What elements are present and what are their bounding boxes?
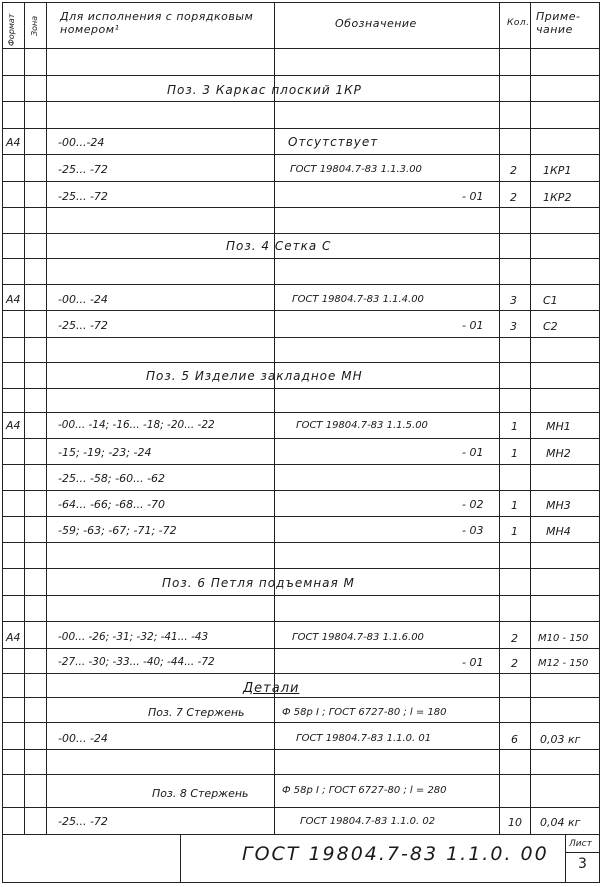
row-variants: -25... -72 bbox=[58, 319, 108, 332]
row-line bbox=[2, 621, 600, 622]
row-designation: ГОСТ 19804.7-83 1.1.4.00 bbox=[292, 294, 424, 305]
title-block-line bbox=[2, 834, 600, 835]
row-variants: -00... -26; -31; -32; -41... -43 bbox=[58, 631, 209, 643]
row-designation: ГОСТ 19804.7-83 1.1.3.00 bbox=[290, 164, 422, 175]
row-line bbox=[2, 697, 600, 698]
row-line bbox=[2, 774, 600, 775]
row-note: М12 - 150 bbox=[538, 658, 589, 669]
row-line bbox=[2, 595, 600, 596]
col-line-qty bbox=[530, 2, 531, 834]
sheet-number: 3 bbox=[578, 856, 587, 872]
section-title: Поз. 4 Сетка С bbox=[226, 239, 332, 253]
row-line bbox=[2, 258, 600, 259]
row-line bbox=[2, 749, 600, 750]
row-designation: - 01 bbox=[462, 319, 484, 332]
row-variants: -00... -24 bbox=[58, 293, 108, 306]
row-line bbox=[2, 542, 600, 543]
header-line bbox=[2, 48, 600, 49]
row-note: 1КР2 bbox=[543, 191, 572, 204]
row-note: 1КР1 bbox=[543, 164, 572, 177]
row-line bbox=[2, 362, 600, 363]
row-qty: 1 bbox=[511, 447, 518, 460]
row-note: МН4 bbox=[546, 525, 571, 538]
header-zone: Зона bbox=[30, 15, 39, 36]
row-line bbox=[2, 337, 600, 338]
row-qty: 1 bbox=[511, 499, 518, 512]
row-qty: 2 bbox=[511, 657, 518, 670]
col-line-designation bbox=[499, 2, 500, 834]
row-qty: 1 bbox=[511, 525, 518, 538]
row-designation: - 03 bbox=[462, 524, 484, 537]
row-format: А4 bbox=[6, 631, 21, 644]
row-variants: -00... -14; -16... -18; -20... -22 bbox=[58, 419, 215, 431]
title-block-sheet-divider bbox=[565, 834, 566, 883]
row-format: А4 bbox=[6, 136, 21, 149]
row-line bbox=[2, 516, 600, 517]
row-qty: 2 bbox=[511, 632, 518, 645]
row-line bbox=[2, 388, 600, 389]
header-variants-label: Для исполнения с порядковым номером¹ bbox=[60, 10, 254, 36]
detail-label: Поз. 8 Стержень bbox=[152, 787, 249, 800]
section-title: Поз. 3 Каркас плоский 1КР bbox=[167, 83, 362, 97]
row-note: МН3 bbox=[546, 499, 571, 512]
detail-variants: -00... -24 bbox=[58, 732, 108, 745]
row-line bbox=[2, 207, 600, 208]
detail-spec: Ф 58р I ; ГОСТ 6727-80 ; l = 280 bbox=[282, 785, 447, 796]
row-variants: -00...-24 bbox=[58, 136, 105, 149]
header-qty: Кол. bbox=[507, 18, 530, 28]
row-line bbox=[2, 101, 600, 102]
sheet-box-line bbox=[565, 852, 600, 853]
section-title: Поз. 6 Петля подъемная М bbox=[162, 576, 355, 590]
detail-qty: 10 bbox=[508, 816, 522, 829]
row-variants: -27... -30; -33... -40; -44... -72 bbox=[58, 656, 215, 668]
title-block-divider bbox=[180, 834, 181, 883]
row-line bbox=[2, 75, 600, 76]
row-format: А4 bbox=[6, 419, 21, 432]
row-qty: 1 bbox=[511, 420, 518, 433]
row-note: МН1 bbox=[546, 420, 571, 433]
row-line bbox=[2, 181, 600, 182]
detail-spec: Ф 58р I ; ГОСТ 6727-80 ; l = 180 bbox=[282, 707, 447, 718]
row-line bbox=[2, 568, 600, 569]
sheet-label: Лист bbox=[569, 839, 592, 849]
col-line-format bbox=[24, 2, 25, 834]
header-variants bbox=[60, 10, 270, 36]
col-line-zone bbox=[46, 2, 47, 834]
detail-label: Поз. 7 Стержень bbox=[148, 706, 245, 719]
row-format: А4 bbox=[6, 293, 21, 306]
row-qty: 2 bbox=[510, 191, 517, 204]
row-line bbox=[2, 128, 600, 129]
row-variants: -64... -66; -68... -70 bbox=[58, 498, 166, 511]
header-note: Приме-чание bbox=[536, 10, 581, 36]
row-variants: -25... -58; -60... -62 bbox=[58, 472, 166, 485]
row-designation: Отсутствует bbox=[288, 135, 379, 149]
row-qty: 3 bbox=[510, 294, 517, 307]
col-line-variants bbox=[274, 2, 275, 834]
row-line bbox=[2, 233, 600, 234]
header-format: Формат bbox=[7, 13, 16, 46]
row-line bbox=[2, 807, 600, 808]
detail-designation: ГОСТ 19804.7-83 1.1.0. 01 bbox=[296, 733, 432, 744]
detail-variants: -25... -72 bbox=[58, 815, 108, 828]
row-variants: -15; -19; -23; -24 bbox=[58, 446, 152, 459]
row-variants: -25... -72 bbox=[58, 190, 108, 203]
row-line bbox=[2, 464, 600, 465]
row-designation: - 01 bbox=[462, 190, 484, 203]
row-note: МН2 bbox=[546, 447, 571, 460]
row-designation: - 01 bbox=[462, 656, 484, 669]
detail-note: 0,03 кг bbox=[540, 733, 581, 746]
row-designation: - 01 bbox=[462, 446, 484, 459]
row-line bbox=[2, 648, 600, 649]
row-line bbox=[2, 310, 600, 311]
row-note: С2 bbox=[543, 320, 558, 333]
section-title-details: Детали bbox=[243, 681, 300, 696]
row-line bbox=[2, 490, 600, 491]
row-line bbox=[2, 412, 600, 413]
row-designation: ГОСТ 19804.7-83 1.1.5.00 bbox=[296, 420, 428, 431]
document-designation: ГОСТ 19804.7-83 1.1.0. 00 bbox=[242, 843, 549, 865]
row-note: М10 - 150 bbox=[538, 633, 589, 644]
section-title: Поз. 5 Изделие закладное МН bbox=[146, 369, 363, 383]
row-variants: -25... -72 bbox=[58, 163, 108, 176]
row-qty: 3 bbox=[510, 320, 517, 333]
row-line bbox=[2, 154, 600, 155]
row-line bbox=[2, 438, 600, 439]
row-qty: 2 bbox=[510, 164, 517, 177]
row-note: С1 bbox=[543, 294, 558, 307]
row-designation: ГОСТ 19804.7-83 1.1.6.00 bbox=[292, 632, 424, 643]
row-variants: -59; -63; -67; -71; -72 bbox=[58, 524, 177, 537]
row-line bbox=[2, 722, 600, 723]
row-designation: - 02 bbox=[462, 498, 484, 511]
header-designation: Обозначение bbox=[335, 17, 417, 30]
detail-designation: ГОСТ 19804.7-83 1.1.0. 02 bbox=[300, 816, 436, 827]
row-line bbox=[2, 284, 600, 285]
detail-qty: 6 bbox=[511, 733, 518, 746]
detail-note: 0,04 кг bbox=[540, 816, 581, 829]
row-line bbox=[2, 673, 600, 674]
